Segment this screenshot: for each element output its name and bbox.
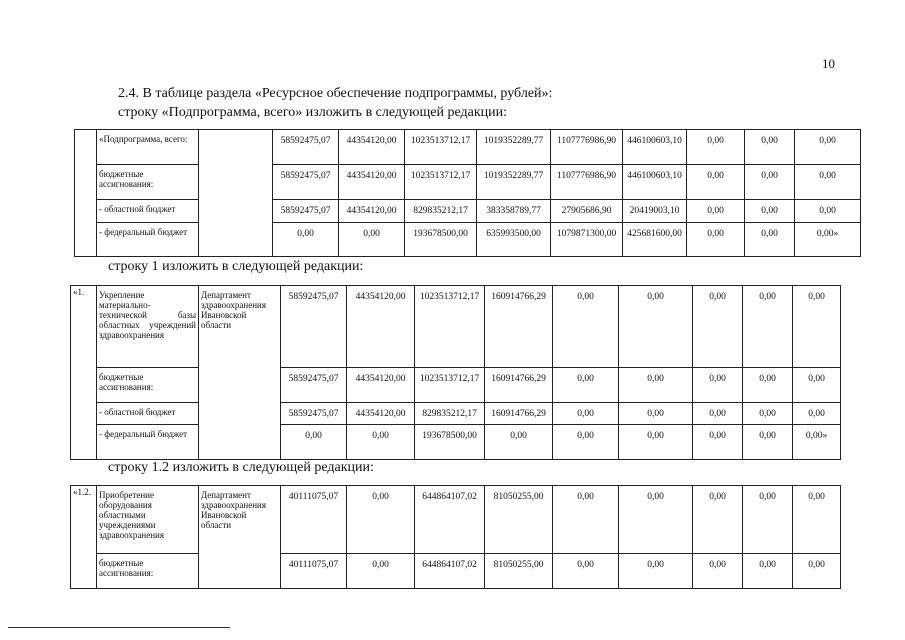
intro-line-1: 2.4. В таблице раздела «Ресурсное обеспечение подпрограммы, рублей»:: [118, 86, 553, 101]
value-cell: 44354120,00: [339, 200, 405, 223]
value-cell: 58592475,07: [273, 130, 339, 165]
row-number: «1.2.: [71, 486, 97, 589]
value-cell: 0,00: [347, 554, 415, 589]
value-cell: 0,00: [619, 554, 693, 589]
value-cell: 0,00: [619, 486, 693, 554]
value-cell: 0,00: [693, 486, 743, 554]
value-cell: 1023513712,17: [415, 368, 485, 403]
value-cell: 0,00: [743, 368, 793, 403]
table-row: [71, 403, 841, 425]
value-cell: 0,00: [281, 425, 347, 460]
table-row: [71, 554, 841, 589]
value-cell: 635993500,00: [477, 223, 551, 257]
executor-cell: Департамент здравоохранения Ивановской области: [199, 486, 281, 589]
value-cell: 0,00: [743, 425, 793, 460]
value-cell: 0,00: [743, 554, 793, 589]
value-cell: 160914766,29: [485, 403, 553, 425]
row-number: «1.: [71, 286, 97, 460]
value-cell: 1079871300,00: [551, 223, 623, 257]
value-cell: 0,00: [745, 223, 795, 257]
value-cell: 0,00: [553, 286, 619, 368]
value-cell: 1019352289,77: [477, 165, 551, 200]
value-cell: 0,00: [745, 130, 795, 165]
row-label: - федеральный бюджет: [97, 223, 199, 257]
value-cell: 829835212,17: [415, 403, 485, 425]
table-subprogram-total: [74, 129, 861, 257]
row-label: бюджетные ассигнования:: [97, 165, 199, 200]
value-cell: 0,00»: [795, 223, 861, 257]
value-cell: 160914766,29: [485, 286, 553, 368]
value-cell: 44354120,00: [347, 286, 415, 368]
value-cell: 0,00: [793, 403, 841, 425]
value-cell: 0,00: [745, 200, 795, 223]
value-cell: 0,00: [693, 425, 743, 460]
value-cell: 0,00: [553, 368, 619, 403]
value-cell: 0,00: [793, 486, 841, 554]
table-row: [71, 368, 841, 403]
value-cell: 0,00: [793, 554, 841, 589]
intro-line-2: строку «Подпрограмма, всего» изложить в следующей редакции:: [118, 105, 508, 120]
row-label: - областной бюджет: [97, 200, 199, 223]
value-cell: 1107776986,90: [551, 165, 623, 200]
value-cell: 0,00: [687, 130, 745, 165]
value-cell: 0,00: [553, 403, 619, 425]
value-cell: 0,00: [553, 425, 619, 460]
table-row: [71, 425, 841, 460]
row-label: бюджетные ассигнования:: [97, 368, 199, 403]
value-cell: 0,00: [347, 486, 415, 554]
value-cell: 0,00: [619, 286, 693, 368]
value-cell: 0,00: [693, 286, 743, 368]
value-cell: 0,00: [619, 368, 693, 403]
value-cell: 644864107,02: [415, 486, 485, 554]
heading-row-1-2: строку 1.2 изложить в следующей редакции:: [108, 460, 374, 475]
value-cell: 58592475,07: [281, 368, 347, 403]
value-cell: 58592475,07: [273, 165, 339, 200]
row-title: Укрепление материально-технической базы областных учреждений здравоохранения: [97, 286, 199, 368]
value-cell: 81050255,00: [485, 486, 553, 554]
table-row: [71, 286, 841, 368]
value-cell: 58592475,07: [281, 403, 347, 425]
value-cell: 0,00: [693, 368, 743, 403]
value-cell: 0,00: [273, 223, 339, 257]
value-cell: 20419003,10: [623, 200, 687, 223]
row-title: Приобретение оборудования областными учреждениями здравоохранения: [97, 486, 199, 554]
value-cell: 58592475,07: [281, 286, 347, 368]
value-cell: 0,00: [619, 425, 693, 460]
row-label: бюджетные ассигнования:: [97, 554, 199, 589]
value-cell: 0,00: [687, 223, 745, 257]
value-cell: 1107776986,90: [551, 130, 623, 165]
value-cell: 160914766,29: [485, 368, 553, 403]
value-cell: 0,00: [795, 200, 861, 223]
value-cell: 0,00: [795, 165, 861, 200]
executor-cell: [199, 130, 273, 257]
value-cell: 0,00: [687, 165, 745, 200]
row-label: - федеральный бюджет: [97, 425, 199, 460]
value-cell: 0,00: [795, 130, 861, 165]
row-label: - областной бюджет: [97, 403, 199, 425]
value-cell: 193678500,00: [415, 425, 485, 460]
value-cell: 0,00: [485, 425, 553, 460]
value-cell: 0,00: [339, 223, 405, 257]
table-row-1-2: [70, 485, 841, 589]
value-cell: 0,00»: [793, 425, 841, 460]
value-cell: 0,00: [553, 554, 619, 589]
value-cell: 0,00: [693, 554, 743, 589]
value-cell: 1019352289,77: [477, 130, 551, 165]
value-cell: 81050255,00: [485, 554, 553, 589]
value-cell: 58592475,07: [273, 200, 339, 223]
table-row: [75, 130, 861, 165]
num-cell: [75, 130, 97, 257]
footer-rule: [8, 627, 230, 628]
value-cell: 0,00: [743, 403, 793, 425]
page-number: 10: [822, 56, 835, 71]
table-row: [75, 165, 861, 200]
row-label: «Подпрограмма, всего:: [97, 130, 199, 165]
table-row: [71, 486, 841, 554]
value-cell: 0,00: [793, 286, 841, 368]
value-cell: 829835212,17: [405, 200, 477, 223]
value-cell: 0,00: [619, 403, 693, 425]
value-cell: 44354120,00: [347, 403, 415, 425]
value-cell: 446100603,10: [623, 165, 687, 200]
value-cell: 1023513712,17: [415, 286, 485, 368]
value-cell: 1023513712,17: [405, 165, 477, 200]
value-cell: 383358789,77: [477, 200, 551, 223]
value-cell: 44354120,00: [339, 130, 405, 165]
value-cell: 1023513712,17: [405, 130, 477, 165]
value-cell: 0,00: [693, 403, 743, 425]
value-cell: 27905686,90: [551, 200, 623, 223]
value-cell: 44354120,00: [339, 165, 405, 200]
value-cell: 0,00: [743, 286, 793, 368]
table-row-1: [70, 285, 841, 460]
executor-cell: Департамент здравоохранения Ивановской области: [199, 286, 281, 460]
value-cell: 40111075,07: [281, 486, 347, 554]
value-cell: 0,00: [745, 165, 795, 200]
value-cell: 446100603,10: [623, 130, 687, 165]
value-cell: 644864107,02: [415, 554, 485, 589]
value-cell: 0,00: [687, 200, 745, 223]
value-cell: 40111075,07: [281, 554, 347, 589]
value-cell: 0,00: [743, 486, 793, 554]
table-row: [75, 200, 861, 223]
value-cell: 44354120,00: [347, 368, 415, 403]
value-cell: 425681600,00: [623, 223, 687, 257]
value-cell: 193678500,00: [405, 223, 477, 257]
value-cell: 0,00: [347, 425, 415, 460]
heading-row-1: строку 1 изложить в следующей редакции:: [108, 259, 364, 274]
table-row: [75, 223, 861, 257]
value-cell: 0,00: [793, 368, 841, 403]
value-cell: 0,00: [553, 486, 619, 554]
